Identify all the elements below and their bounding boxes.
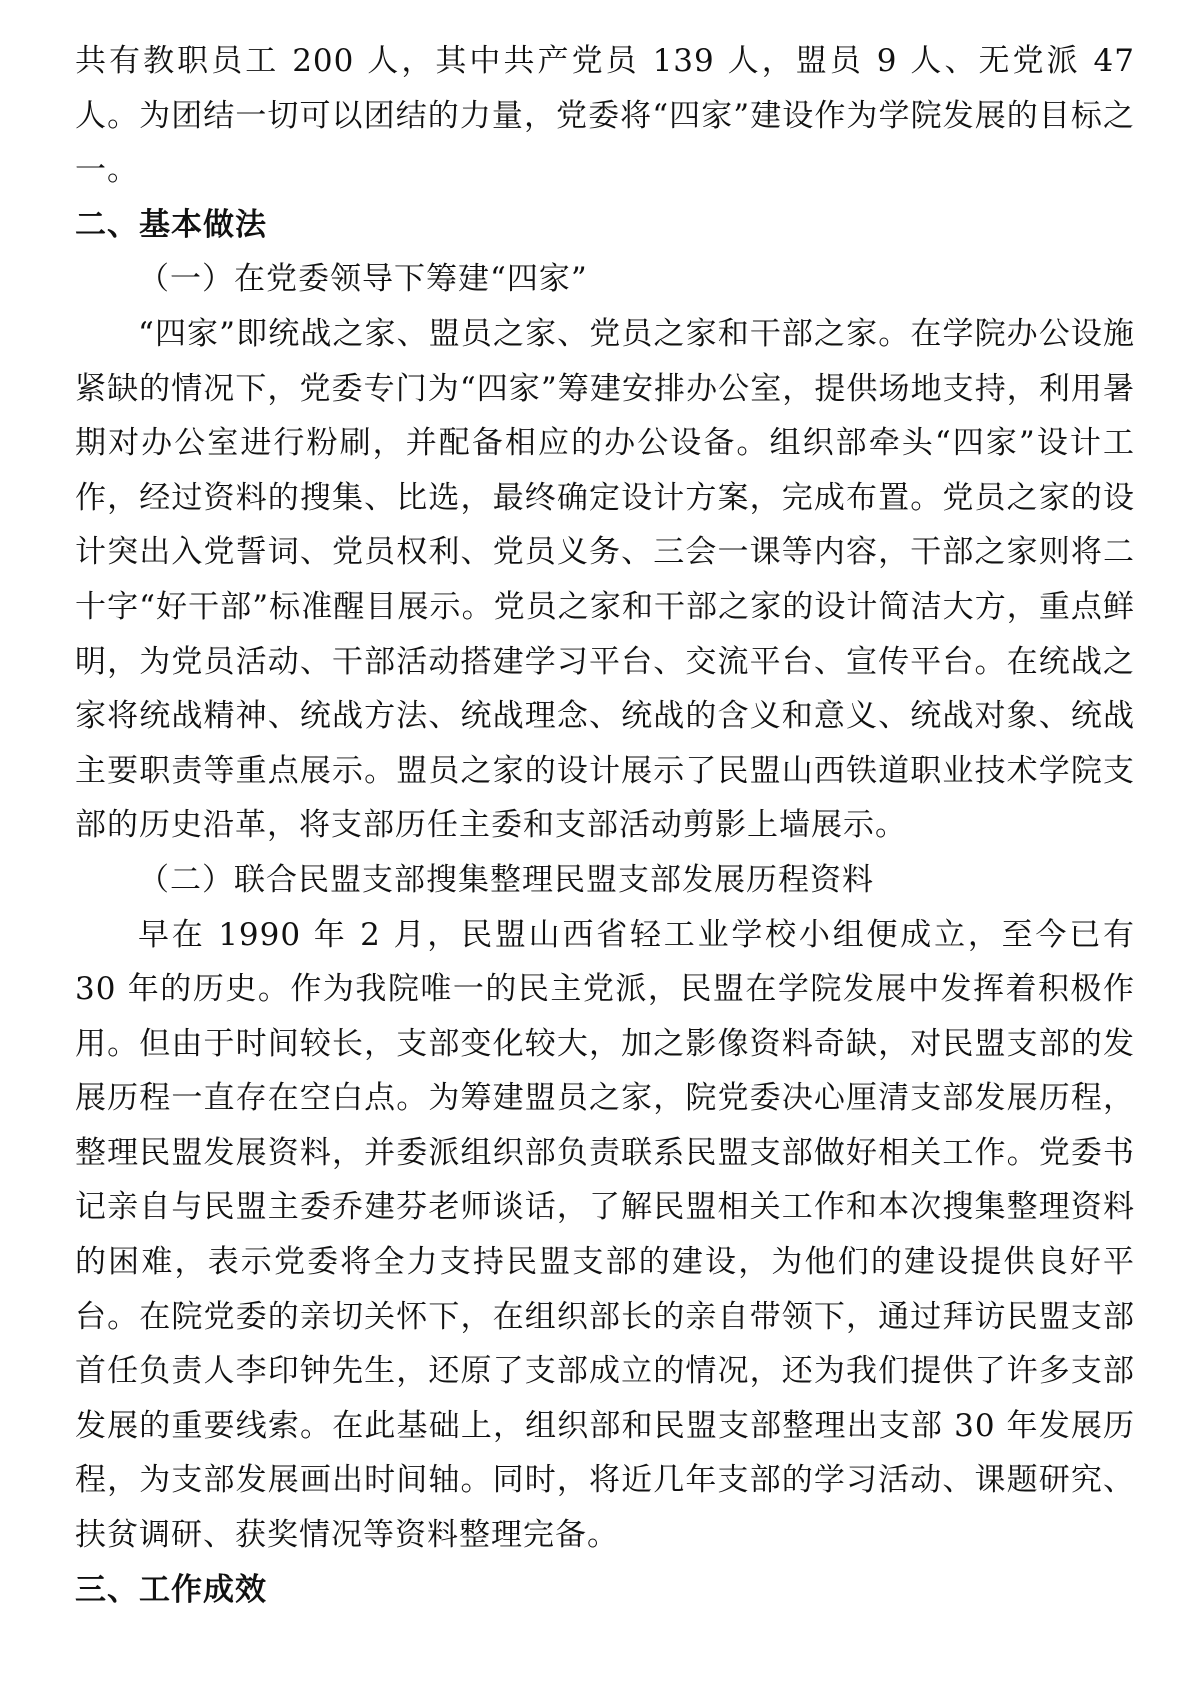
subsection-two-paragraph: 早在 1990 年 2 月，民盟山西省轻工业学校小组便成立，至今已有 30 年的历史。作为我院唯一的民主党派，民盟在学院发展中发挥着积极作用。但由于时间较长，支部变化较大，加之影像资料奇缺，对民盟支部的发展历程一直存在空白点。为筹建盟员之家，院党委决心厘清支部发展历程，整理民盟发展资料，并委派组织部负责联系民盟支部做好相关工作。党委书记亲自与民盟主委乔建芬老师谈话，了解民盟相关工作和本次搜集整理资料的困难，表示党委将全力支持民盟支部的建设，为他们的建设提供良好平台。在院党委的亲切关怀下，在组织部长的亲自带领下，通过拜访民盟支部首任负责人李印钟先生，还原了支部成立的情况，还为我们提供了许多支部发展的重要线索。在此基础上，组织部和民盟支部整理出支部 30 年发展历程，为支部发展画出时间轴。同时，将近几年支部的学习活动、课题研究、扶贫调研、获奖情况等资料整理完备。 <box>75 916 1135 1554</box>
document-body <box>75 34 1135 1617</box>
section-two-heading: 二、基本做法 <box>75 206 267 243</box>
subsection-one-paragraph: “四家”即统战之家、盟员之家、党员之家和干部之家。在学院办公设施紧缺的情况下，党委专门为“四家”筹建安排办公室，提供场地支持，利用暑期对办公室进行粉刷，并配备相应的办公设备。组织部牵头“四家”设计工作，经过资料的搜集、比选，最终确定设计方案，完成布置。党员之家的设计突出入党誓词、党员权利、党员义务、三会一课等内容，干部之家则将二十字“好干部”标准醒目展示。党员之家和干部之家的设计简洁大方，重点鲜明，为党员活动、干部活动搭建学习平台、交流平台、宣传平台。在统战之家将统战精神、统战方法、统战理念、统战的含义和意义、统战对象、统战主要职责等重点展示。盟员之家的设计展示了民盟山西铁道职业技术学院支部的历史沿革，将支部历任主委和支部活动剪影上墙展示。 <box>75 315 1135 844</box>
subsection-one-heading: （一）在党委领导下筹建“四家” <box>138 261 588 298</box>
intro-paragraph: 共有教职员工 200 人，其中共产党员 139 人，盟员 9 人、无党派 47 人。为团结一切可以团结的力量，党委将“四家”建设作为学院发展的目标之一。 <box>75 43 1135 189</box>
section-three-heading: 三、工作成效 <box>75 1571 267 1608</box>
subsection-two-heading: （二）联合民盟支部搜集整理民盟支部发展历程资料 <box>138 861 874 898</box>
